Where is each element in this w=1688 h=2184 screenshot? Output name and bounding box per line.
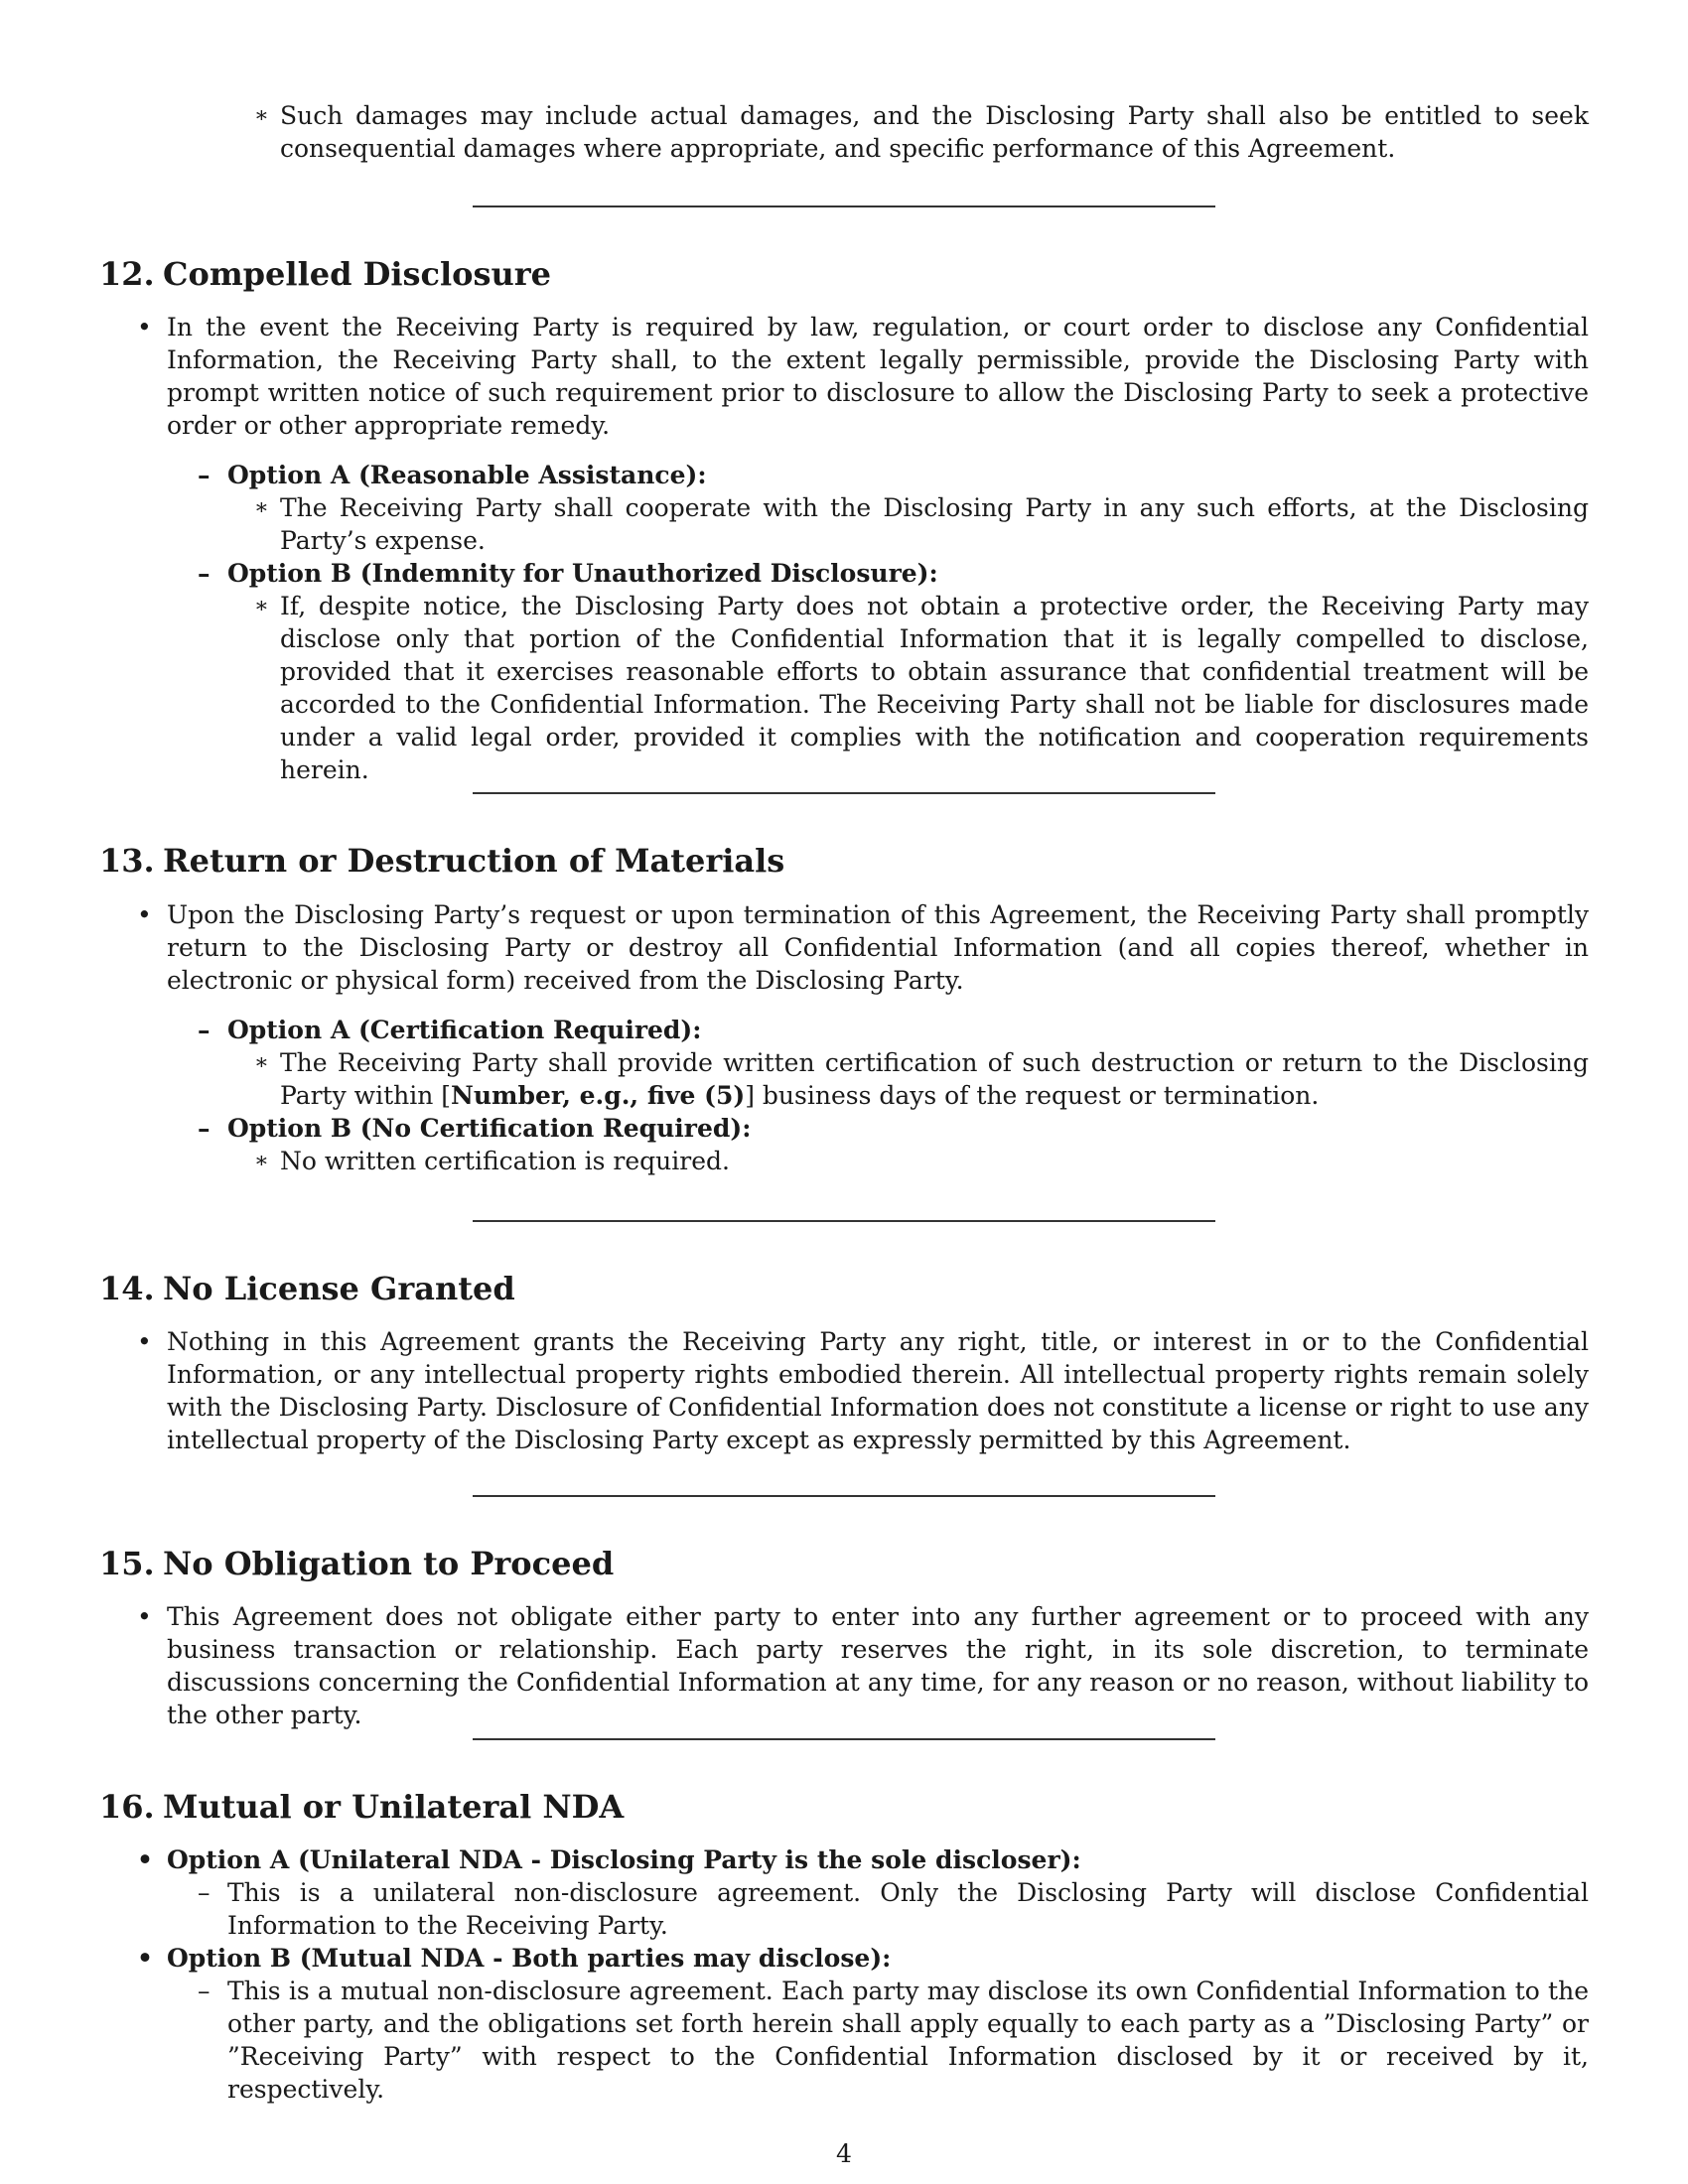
dash-marker: – [198,1114,211,1143]
section-number: 14. [99,1270,155,1307]
paragraph-text: ] business days of the request or termination. [745,1081,1320,1110]
star-marker: ∗ [254,1050,269,1075]
option-label [198,1014,1589,1046]
dash-marker: – [198,1878,211,1907]
option-label [137,1942,1589,1975]
list-item [137,311,1589,442]
paragraph-text: No written certification is required. [280,1147,730,1175]
star-marker: ∗ [254,594,269,618]
section-heading [99,841,784,881]
list-item [198,1975,1589,2106]
dash-marker: – [198,1016,211,1044]
paragraph-text: Upon the Disclosing Party’s request or upon termination of this Agreement, the Receiving Party shall promptly return to the Disclosing Party or destroy all Confidential Information (and all copies thereof, whether in electronic or physical form) received from the Disclosing Party. [167,900,1589,995]
bullet-marker: • [137,1327,152,1356]
section-title: Return or Destruction of Materials [163,842,785,880]
option-label-text: Option B (Indemnity for Unauthorized Disclosure): [227,559,938,588]
section-number: 15. [99,1545,155,1582]
option-label-text: Option A (Certification Required): [227,1016,702,1044]
bullet-marker: • [137,313,152,341]
star-marker: ∗ [254,103,269,128]
star-marker: ∗ [254,1149,269,1173]
option-label [198,1112,1589,1145]
section-title: Mutual or Unilateral NDA [163,1788,625,1826]
paragraph-text: This Agreement does not obligate either party to enter into any further agreement or to proceed with any business transaction or relationship. Each party reserves the right, in its sole discretion, to terminate discussions concerning the Confidential Information at any time, for any reason or no reason, without liability to the other party. [167,1602,1589,1729]
section-number: 12. [99,255,155,293]
section-heading [99,1269,515,1308]
bullet-marker: • [137,1845,153,1874]
section-heading [99,254,551,294]
list-item [137,898,1589,997]
section-title: No License Granted [163,1270,515,1307]
option-label [198,557,1589,590]
paragraph-text: In the event the Receiving Party is required by law, regulation, or court order to disclose any Confidential Information, the Receiving Party shall, to the extent legally permissible, provide the Disclosing Party with prompt written notice of such requirement prior to disclosure to allow the Disclosing Party to seek a protective order or other appropriate remedy. [167,313,1589,440]
list-item [198,1876,1589,1942]
paragraph-text: Nothing in this Agreement grants the Receiving Party any right, title, or interest in or to the Confidential Information, or any intellectual property rights embodied therein. All intellectual property rights remain solely with the Disclosing Party. Disclosure of Confidential Information does not constitute a license or right to use any intellectual property of the Disclosing Party except as expressly permitted by this Agreement. [167,1327,1589,1454]
page-number: 4 [836,2139,852,2168]
paragraph-text: This is a mutual non-disclosure agreement. Each party may disclose its own Confidential Information to the other party, and the obligations set forth herein shall apply equally to each party as a ”Disclosing Party” or ”Receiving Party” with respect to the Confidential Information disclosed by it or received by it, respectively. [227,1977,1589,2104]
option-label [137,1843,1589,1876]
section-divider [473,205,1215,207]
dash-marker: – [198,1977,211,2005]
option-label-text: Option A (Unilateral NDA - Disclosing Party is the sole discloser): [167,1845,1081,1874]
star-marker: ∗ [254,495,269,520]
option-label-text: Option B (Mutual NDA - Both parties may disclose): [167,1944,892,1973]
option-label-text: Option B (No Certification Required): [227,1114,752,1143]
list-item [254,1046,1589,1112]
list-item [137,1600,1589,1731]
list-item [254,491,1589,557]
section-title: Compelled Disclosure [163,255,551,293]
bullet-marker: • [137,1944,153,1973]
option-label-text: Option A (Reasonable Assistance): [227,461,707,489]
paragraph-text: This is a unilateral non-disclosure agreement. Only the Disclosing Party will disclose Confidential Information to the Receiving Party. [227,1878,1589,1940]
section-title: No Obligation to Proceed [163,1545,615,1582]
paragraph-text: Such damages may include actual damages, and the Disclosing Party shall also be entitled to seek consequential damages where appropriate, and specific performance of this Agreement. [280,101,1589,163]
list-item [254,590,1589,786]
section-divider [473,1738,1215,1740]
list-item [254,99,1589,165]
option-label [198,459,1589,491]
bullet-marker: • [137,900,152,929]
paragraph-text: The Receiving Party shall provide written certification of such destruction or return to the Disclosing Party within [ [280,1048,1589,1110]
dash-marker: – [198,559,211,588]
paragraph-text: The Receiving Party shall cooperate with the Disclosing Party in any such efforts, at the Disclosing Party’s expense. [280,493,1589,555]
list-item [137,1325,1589,1456]
paragraph-text: If, despite notice, the Disclosing Party does not obtain a protective order, the Receiving Party may disclose only that portion of the Confidential Information that it is legally compelled to disclose, provided that it exercises reasonable efforts to obtain assurance that confidential treatment will be accorded to the Confidential Information. The Receiving Party shall not be liable for disclosures made under a valid legal order, provided it complies with the notification and cooperation requirements herein. [280,592,1589,784]
section-heading [99,1544,614,1583]
bullet-marker: • [137,1602,152,1631]
section-number: 13. [99,842,155,880]
section-divider [473,1495,1215,1497]
section-number: 16. [99,1788,155,1826]
section-divider [473,1220,1215,1222]
section-divider [473,792,1215,794]
placeholder-text: Number, e.g., five (5) [451,1081,746,1110]
dash-marker: – [198,461,211,489]
list-item [254,1145,1589,1177]
section-heading [99,1787,624,1827]
